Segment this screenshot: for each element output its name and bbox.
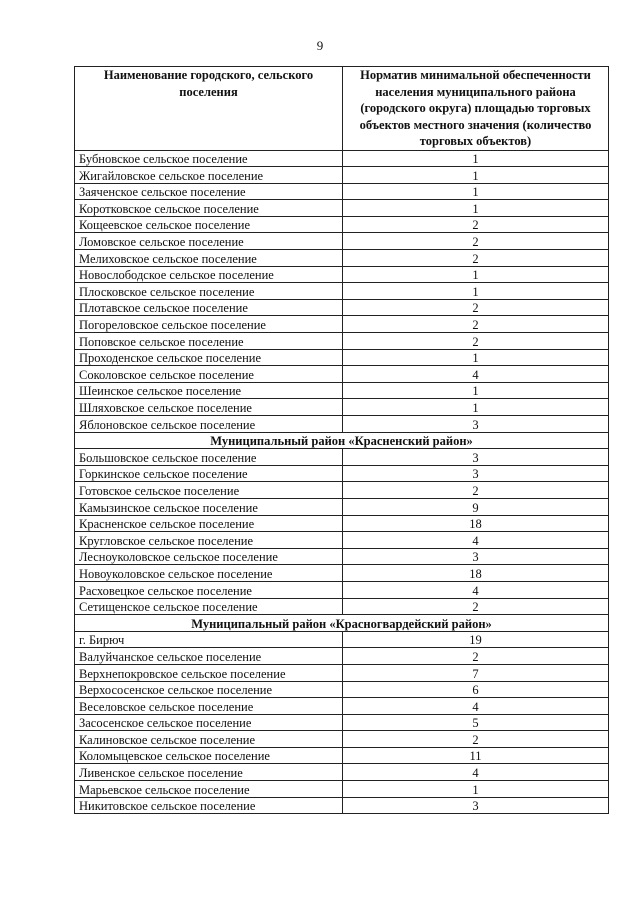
settlement-name: Коломыцевское сельское поселение bbox=[75, 747, 343, 764]
table-row bbox=[75, 581, 609, 598]
settlement-name: Верхнепокровское сельское поселение bbox=[75, 664, 343, 681]
settlement-name: Готовское сельское поселение bbox=[75, 482, 343, 499]
header-norm: Норматив минимальной обеспеченности населения муниципального района (городского округа) площадью торговых объектов местного значения (количество торговых объектов) bbox=[343, 67, 609, 151]
settlement-name: Плосковское сельское поселение bbox=[75, 283, 343, 300]
settlement-name: Поповское сельское поселение bbox=[75, 333, 343, 350]
table-row bbox=[75, 449, 609, 466]
norm-value: 2 bbox=[343, 250, 609, 267]
norm-value: 3 bbox=[343, 548, 609, 565]
norm-value: 2 bbox=[343, 731, 609, 748]
table-row bbox=[75, 465, 609, 482]
table-row bbox=[75, 382, 609, 399]
table-row bbox=[75, 548, 609, 565]
header-row bbox=[75, 67, 609, 151]
norm-value: 9 bbox=[343, 498, 609, 515]
norm-value: 4 bbox=[343, 764, 609, 781]
norm-value: 2 bbox=[343, 233, 609, 250]
table-row bbox=[75, 631, 609, 648]
norm-value: 2 bbox=[343, 333, 609, 350]
settlement-name: Горкинское сельское поселение bbox=[75, 465, 343, 482]
table-row bbox=[75, 532, 609, 549]
table-row bbox=[75, 316, 609, 333]
norm-value: 4 bbox=[343, 366, 609, 383]
norm-value: 4 bbox=[343, 581, 609, 598]
settlement-name: Лесноуколовское сельское поселение bbox=[75, 548, 343, 565]
norm-value: 1 bbox=[343, 167, 609, 184]
norm-value: 1 bbox=[343, 349, 609, 366]
settlement-name: Шляховское сельское поселение bbox=[75, 399, 343, 416]
norm-value: 2 bbox=[343, 316, 609, 333]
settlement-name: Заяченское сельское поселение bbox=[75, 183, 343, 200]
norm-value: 1 bbox=[343, 399, 609, 416]
table-header bbox=[75, 67, 609, 151]
table-row bbox=[75, 167, 609, 184]
norm-value: 2 bbox=[343, 598, 609, 615]
settlement-name: Бубновское сельское поселение bbox=[75, 150, 343, 167]
table-row bbox=[75, 416, 609, 433]
norm-value: 18 bbox=[343, 565, 609, 582]
norm-value: 1 bbox=[343, 200, 609, 217]
settlement-name: Шеинское сельское поселение bbox=[75, 382, 343, 399]
settlement-name: Верхососенское сельское поселение bbox=[75, 681, 343, 698]
norm-value: 11 bbox=[343, 747, 609, 764]
page-number: 9 bbox=[316, 38, 324, 53]
table-row bbox=[75, 648, 609, 665]
norm-value: 1 bbox=[343, 283, 609, 300]
norms-table bbox=[74, 66, 609, 814]
settlement-name: Коротковское сельское поселение bbox=[75, 200, 343, 217]
settlement-name: Кругловское сельское поселение bbox=[75, 532, 343, 549]
settlement-name: Новослободское сельское поселение bbox=[75, 266, 343, 283]
section-row bbox=[75, 432, 609, 449]
table-body bbox=[75, 150, 609, 814]
norm-value: 1 bbox=[343, 183, 609, 200]
settlement-name: Веселовское сельское поселение bbox=[75, 698, 343, 715]
table-row bbox=[75, 482, 609, 499]
table-row bbox=[75, 498, 609, 515]
table-row bbox=[75, 515, 609, 532]
table-row bbox=[75, 565, 609, 582]
norm-value: 1 bbox=[343, 382, 609, 399]
norm-value: 3 bbox=[343, 416, 609, 433]
norm-value: 18 bbox=[343, 515, 609, 532]
settlement-name: Калиновское сельское поселение bbox=[75, 731, 343, 748]
norm-value: 1 bbox=[343, 266, 609, 283]
table-row bbox=[75, 150, 609, 167]
table-row bbox=[75, 664, 609, 681]
norm-value: 3 bbox=[343, 449, 609, 466]
norm-value: 5 bbox=[343, 714, 609, 731]
table-row bbox=[75, 233, 609, 250]
norm-value: 3 bbox=[343, 797, 609, 814]
table-row bbox=[75, 714, 609, 731]
table-row bbox=[75, 283, 609, 300]
table-row bbox=[75, 183, 609, 200]
table-row bbox=[75, 747, 609, 764]
table-row bbox=[75, 681, 609, 698]
table-row bbox=[75, 399, 609, 416]
section-title: Муниципальный район «Красненский район» bbox=[75, 432, 609, 449]
settlement-name: Никитовское сельское поселение bbox=[75, 797, 343, 814]
norm-value: 1 bbox=[343, 150, 609, 167]
norm-value: 7 bbox=[343, 664, 609, 681]
norm-value: 2 bbox=[343, 648, 609, 665]
settlement-name: Валуйчанское сельское поселение bbox=[75, 648, 343, 665]
table-row bbox=[75, 266, 609, 283]
settlement-name: Проходенское сельское поселение bbox=[75, 349, 343, 366]
settlement-name: Марьевское сельское поселение bbox=[75, 781, 343, 798]
settlement-name: Ломовское сельское поселение bbox=[75, 233, 343, 250]
table-row bbox=[75, 731, 609, 748]
settlement-name: Сетищенское сельское поселение bbox=[75, 598, 343, 615]
norm-value: 6 bbox=[343, 681, 609, 698]
settlement-name: Плотавское сельское поселение bbox=[75, 299, 343, 316]
settlement-name: Соколовское сельское поселение bbox=[75, 366, 343, 383]
norm-value: 1 bbox=[343, 781, 609, 798]
table-row bbox=[75, 299, 609, 316]
norm-value: 2 bbox=[343, 482, 609, 499]
norm-value: 19 bbox=[343, 631, 609, 648]
table-row bbox=[75, 698, 609, 715]
settlement-name: Расховецкое сельское поселение bbox=[75, 581, 343, 598]
table-row bbox=[75, 250, 609, 267]
table-row bbox=[75, 200, 609, 217]
settlement-name: Мелиховское сельское поселение bbox=[75, 250, 343, 267]
settlement-name: Кощеевское сельское поселение bbox=[75, 216, 343, 233]
settlement-name: г. Бирюч bbox=[75, 631, 343, 648]
section-row bbox=[75, 615, 609, 632]
norm-value: 4 bbox=[343, 532, 609, 549]
table-row bbox=[75, 333, 609, 350]
section-title: Муниципальный район «Красногвардейский район» bbox=[75, 615, 609, 632]
settlement-name: Погореловское сельское поселение bbox=[75, 316, 343, 333]
table-row bbox=[75, 366, 609, 383]
settlement-name: Камызинское сельское поселение bbox=[75, 498, 343, 515]
table-row bbox=[75, 797, 609, 814]
settlement-name: Новоуколовское сельское поселение bbox=[75, 565, 343, 582]
table-row bbox=[75, 216, 609, 233]
settlement-name: Засосенское сельское поселение bbox=[75, 714, 343, 731]
norm-value: 4 bbox=[343, 698, 609, 715]
header-settlement-name: Наименование городского, сельского поселения bbox=[75, 67, 343, 151]
table-row bbox=[75, 349, 609, 366]
table-row bbox=[75, 781, 609, 798]
norm-value: 2 bbox=[343, 216, 609, 233]
settlement-name: Ливенское сельское поселение bbox=[75, 764, 343, 781]
norm-value: 2 bbox=[343, 299, 609, 316]
table-row bbox=[75, 764, 609, 781]
settlement-name: Яблоновское сельское поселение bbox=[75, 416, 343, 433]
settlement-name: Большовское сельское поселение bbox=[75, 449, 343, 466]
settlement-name: Жигайловское сельское поселение bbox=[75, 167, 343, 184]
norm-value: 3 bbox=[343, 465, 609, 482]
settlement-name: Красненское сельское поселение bbox=[75, 515, 343, 532]
table-row bbox=[75, 598, 609, 615]
